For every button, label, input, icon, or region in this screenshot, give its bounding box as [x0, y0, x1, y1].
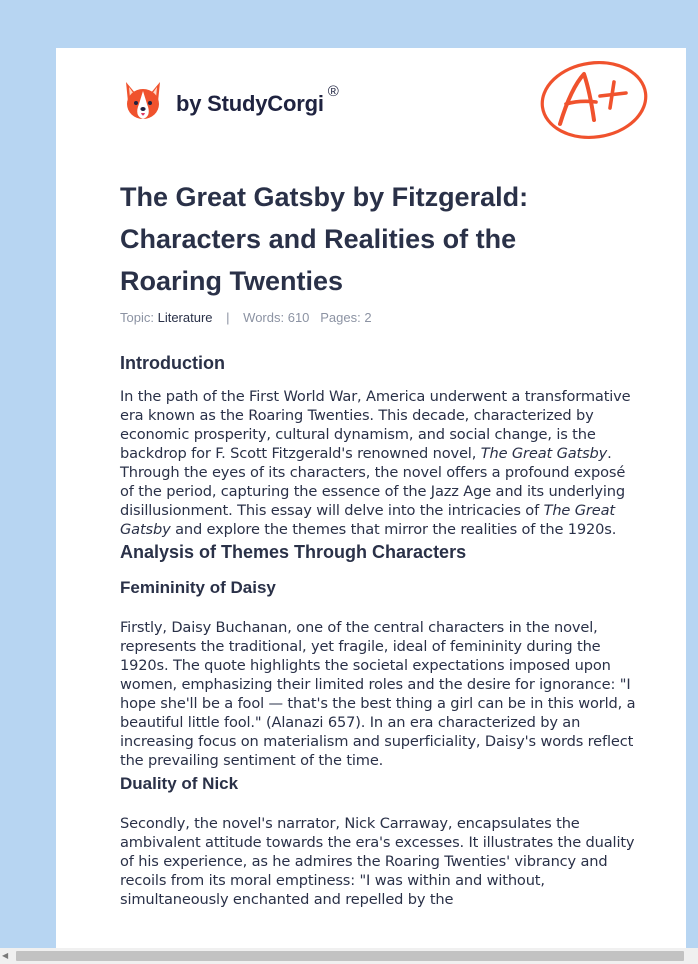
daisy-heading: Femininity of Daisy [120, 578, 276, 597]
topic-label: Topic: [120, 310, 154, 325]
intro-text-3: and explore the themes that mirror the realities of the 1920s. [170, 521, 617, 538]
corgi-logo-icon [122, 78, 164, 122]
scrollbar-thumb[interactable] [16, 951, 684, 961]
nick-heading: Duality of Nick [120, 774, 239, 793]
registered-mark: ® [327, 82, 339, 100]
a-plus-grade-icon [538, 58, 650, 140]
intro-book-title-1: The Great Gatsby [480, 445, 608, 462]
article-title: The Great Gatsby by Fitzgerald: Characters and Realities of the Roaring Twenties [120, 182, 529, 296]
document-page [56, 48, 686, 964]
horizontal-scrollbar[interactable] [0, 948, 698, 964]
words-count: 610 [287, 310, 310, 325]
intro-text-1: In the path of the First World War, America underwent a transformative era known as the Roaring Twenties. This decade, characterized by economic prosperity, cultural dynamism, and social change, is the backdrop for F. Scott Fitzgerald's renowned novel, [120, 388, 631, 462]
introduction-paragraph [120, 387, 640, 539]
nick-paragraph: Secondly, the novel's narrator, Nick Carraway, encapsulates the ambivalent attitude towards the era's excesses. It illustrates the duality of his experience, as he admires the Roaring Twenties' vibrancy and recoils from its moral emptiness: "I was within and without, simultaneously enchanted and repelled by the [120, 815, 635, 908]
pages-count: 2 [364, 310, 372, 325]
words-label: Words: [243, 310, 285, 325]
studycorgi-brand[interactable] [122, 76, 339, 124]
article-body [120, 352, 640, 909]
analysis-heading: Analysis of Themes Through Characters [120, 542, 467, 562]
brand-name: by StudyCorgi [176, 91, 324, 116]
intro-book-title-2: The Great Gatsby [120, 502, 615, 538]
pages-label: Pages: [320, 310, 361, 325]
topic-link[interactable]: Literature [157, 310, 213, 325]
intro-text-2: . Through the eyes of its characters, the novel offers a profound exposé of the period, capturing the essence of the Jazz Age and its underlying disillusionment. This essay will delve into the intricacies of [120, 445, 626, 519]
daisy-paragraph: Firstly, Daisy Buchanan, one of the central characters in the novel, represents the traditional, yet fragile, ideal of femininity during the 1920s. The quote highlights the societal expectations imposed upon women, emphasizing their limited roles and the desire for ignorance: "I hope she'll be a fool — that's the best thing a girl can be in this world, a beautiful little fool." (Alanazi 657). In an era characterized by an increasing focus on materialism and superficiality, Daisy's words reflect the prevailing sentiment of the time. [120, 619, 636, 769]
article-meta [120, 310, 372, 325]
introduction-heading: Introduction [120, 353, 225, 373]
meta-separator: | [226, 310, 230, 325]
scroll-left-arrow-icon[interactable]: ◀ [2, 951, 9, 960]
